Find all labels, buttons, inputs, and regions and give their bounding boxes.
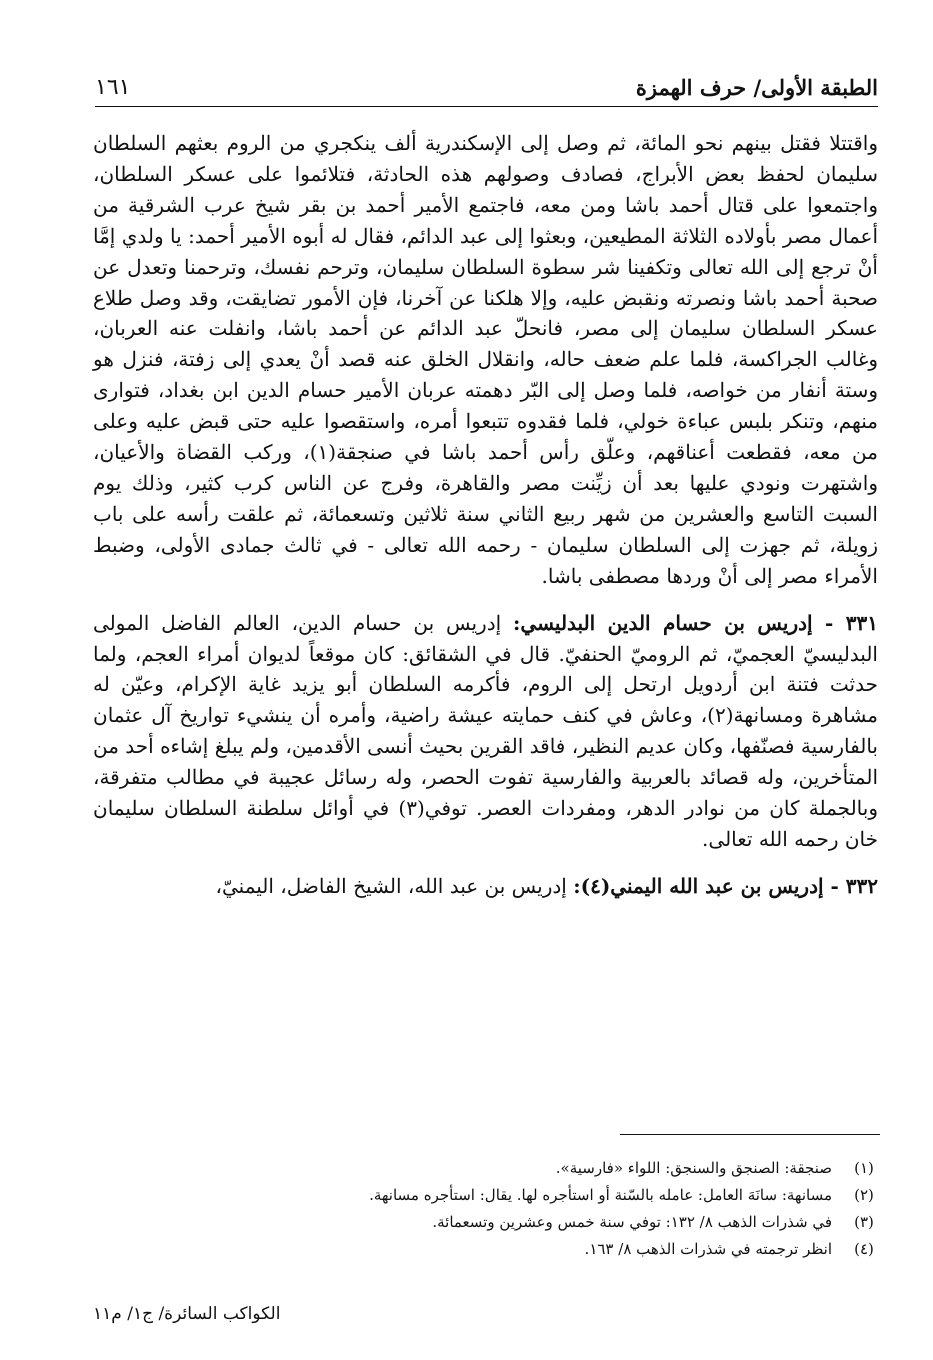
footnote-item bbox=[330, 1182, 878, 1209]
entry-331 bbox=[93, 608, 878, 855]
footnote-marker: (١) bbox=[854, 1159, 874, 1177]
footnote-text: انظر ترجمته في شذرات الذهب ٨/ ١٦٣. bbox=[584, 1240, 832, 1258]
footnote-divider bbox=[620, 1134, 880, 1135]
footnote-item bbox=[330, 1209, 878, 1236]
footnote-item bbox=[330, 1155, 878, 1182]
entry-331-text: إدريس بن حسام الدين، العالم الفاضل المولى البدليسيّ العجميّ، ثم الروميّ الحنفيّ. قال في الشقائق: كان موقعاً لديوان أمراء العجم، ولما حدثت فتنة ابن أردويل ارتحل إلى الروم، فأكرمه السلطان أبو يزيد غاية الإكرام، وعيّن له مشاهرة ومسانهة(٢)، وعاش في كنف حمايته عيشة راضية، وأمره أن ينشيء تواريخ آل عثمان بالفارسية فصنّفها، وكان عديم النظير، فاقد القرين بحيث أنسى الأقدمين، ولم يبلغ إشاءه أحد من المتأخرين، وله قصائد بالعربية والفارسية تفوت الحصر، وله رسائل عجيبة في مطالب متفرقة، وبالجملة كان من نوادر الدهر، ومفردات العصر. توفي(٣) في أوائل سلطنة السلطان سليمان خان رحمه الله تعالى. bbox=[93, 610, 878, 851]
footnote-item bbox=[330, 1236, 878, 1263]
footnote-text: صنجقة: الصنجق والسنجق: اللواء «فارسية». bbox=[555, 1159, 832, 1177]
footnote-marker: (٢) bbox=[854, 1186, 874, 1204]
page-header bbox=[95, 70, 878, 107]
footnote-marker: (٣) bbox=[854, 1213, 874, 1231]
footnote-text: في شذرات الذهب ٨/ ١٣٢: توفي سنة خمس وعشرين وتسعمائة. bbox=[432, 1213, 832, 1231]
page-number: ١٦١ bbox=[95, 75, 131, 100]
footnote-marker: (٤) bbox=[854, 1240, 874, 1258]
main-text bbox=[93, 128, 878, 902]
entry-331-title: ٣٣١ - إدريس بن حسام الدين البدليسي: bbox=[513, 610, 879, 635]
entry-332-text: إدريس بن عبد الله، الشيخ الفاضل، اليمنيّ، bbox=[215, 873, 567, 898]
entry-332-title: ٣٣٢ - إدريس بن عبد الله اليمني(٤): bbox=[573, 873, 878, 898]
footnote-text: مسانهة: سانَهَ العامل: عامله بالسّنة أو استأجره لها. يقال: استأجره مسانهة. bbox=[369, 1186, 832, 1204]
entry-332 bbox=[93, 871, 878, 902]
paragraph-continuation: واقتتلا فقتل بينهم نحو المائة، ثم وصل إلى الإسكندرية ألف ينكجري من الروم بعثهم السلطان سليمان لحفظ بعض الأبراج، فصادف وصولهم هذه الحادثة، فتلائموا على عسكر السلطان، واجتمعوا على قتال أحمد باشا ومن معه، فاجتمع الأمير أحمد بن بقر شيخ عرب الشرقية من أعمال مصر بأولاده الثلاثة المطيعين، وبعثوا إلى عبد الدائم، فقال له أبوه الأمير أحمد: يا ولدي إمَّا أنْ ترجع إلى الله تعالى وتكفينا شر سطوة السلطان سليمان، وترحم نفسك، وترحمنا وتعدل عن صحبة أحمد باشا ونصرته ونقبض عليه، وإلا هلكنا عن آخرنا، فإن الأمور تضايقت، وقد وصل طلاع عسكر السلطان سليمان إلى مصر، فانحلّ عبد الدائم عن أحمد باشا، وانفلت عنه العربان، وغالب الجراكسة، فلما علم ضعف حاله، وانقلال الخلق عنه قصد أنْ يعدي إلى زفتة، فنزل هو وستة أنفار من خواصه، فلما وصل إلى البّر دهمته عربان الأمير حسام الدين ابن بغداد، فتوارى منهم، وتنكر بلبس عباءة خولي، فلما فقدوه تتبعوا أمره، واستقصوا عليه حتى قبض عليه وعلى من معه، فقطعت أعناقهم، وعلّق رأس أحمد باشا في صنجقة(١)، وركب القضاة والأعيان، واشتهرت ونودي عليها بعد أن زيِّنت مصر والقاهرة، وفرج عن الناس كرب كثير، وذلك يوم السبت التاسع والعشرين من شهر ربيع الثاني سنة ثلاثين وتسعمائة، ثم علقت رأسه على باب زويلة، ثم جهزت إلى السلطان سليمان - رحمه الله تعالى - في ثالث جمادى الأولى، وضبط الأمراء مصر إلى أنْ وردها مصطفى باشا. bbox=[93, 131, 878, 588]
footnotes bbox=[330, 1155, 878, 1263]
running-title: الطبقة الأولى/ حرف الهمزة bbox=[635, 75, 878, 100]
page-footer: الكواكب السائرة/ ج١/ م١١ bbox=[93, 1304, 281, 1324]
